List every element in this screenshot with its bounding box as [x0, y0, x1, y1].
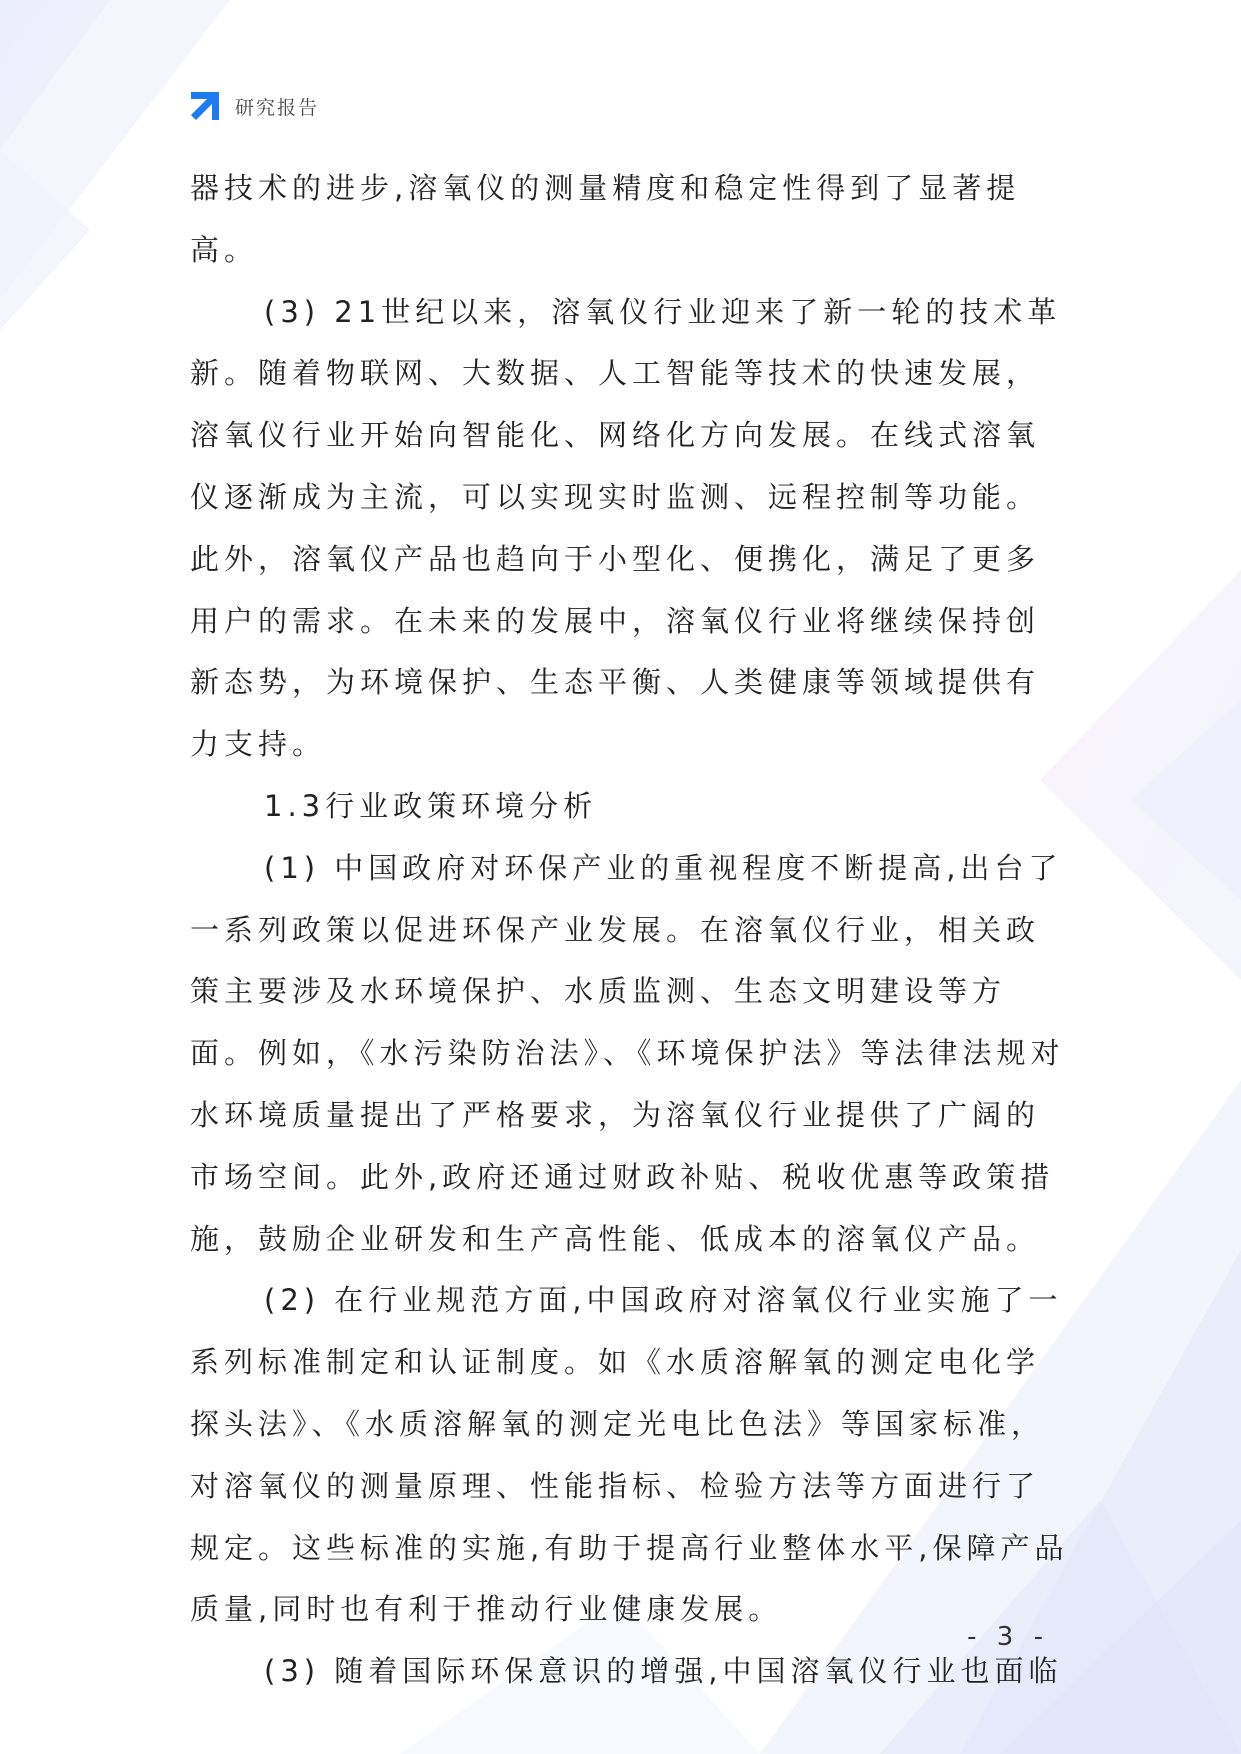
- document-body: [190, 158, 1070, 1703]
- report-header: [187, 88, 319, 124]
- paragraph: (3) 随着国际环保意识的增强,中国溶氧仪行业也面临: [264, 1654, 1063, 1689]
- header-label: 研究报告: [235, 96, 320, 119]
- paragraph: (2) 在行业规范方面,中国政府对溶氧仪行业实施了一系列标准制定和认证制度。如《水质溶解氧的测定电化学探头法》、《水质溶解氧的测定光电比色法》等国家标准，对溶氧仪的测量原理、性能指标、检验方法等方面进行了规定。这些标准的实施,有助于提高行业整体水平,保障产品质量,同时也有利于推动行业健康发展。: [190, 1283, 1069, 1627]
- paragraph-continuation: 器技术的进步,溶氧仪的测量精度和稳定性得到了显著提高。: [190, 171, 1021, 267]
- paragraph: (3) 21世纪以来，溶氧仪行业迎来了新一轮的技术革新。随着物联网、大数据、人工智能等技术的快速发展，溶氧仪行业开始向智能化、网络化方向发展。在线式溶氧仪逐渐成为主流，可以实现实时监测、远程控制等功能。此外，溶氧仪产品也趋向于小型化、便携化，满足了更多用户的需求。在未来的发展中，溶氧仪行业将继续保持创新态势，为环境保护、生态平衡、人类健康等领域提供有力支持。: [190, 294, 1062, 762]
- section-heading: 1.3行业政策环境分析: [264, 788, 598, 823]
- paragraph: (1) 中国政府对环保产业的重视程度不断提高,出台了一系列政策以促进环保产业发展。在溶氧仪行业，相关政策主要涉及水环境保护、水质监测、生态文明建设等方面。例如，《水污染防治法》、《环境保护法》等法律法规对水环境质量提出了严格要求，为溶氧仪行业提供了广阔的市场空间。此外,政府还通过财政补贴、税收优惠等政策措施，鼓励企业研发和生产高性能、低成本的溶氧仪产品。: [190, 850, 1065, 1256]
- arrow-up-right-icon: [187, 88, 223, 124]
- page-number: - 3 -: [967, 1622, 1049, 1652]
